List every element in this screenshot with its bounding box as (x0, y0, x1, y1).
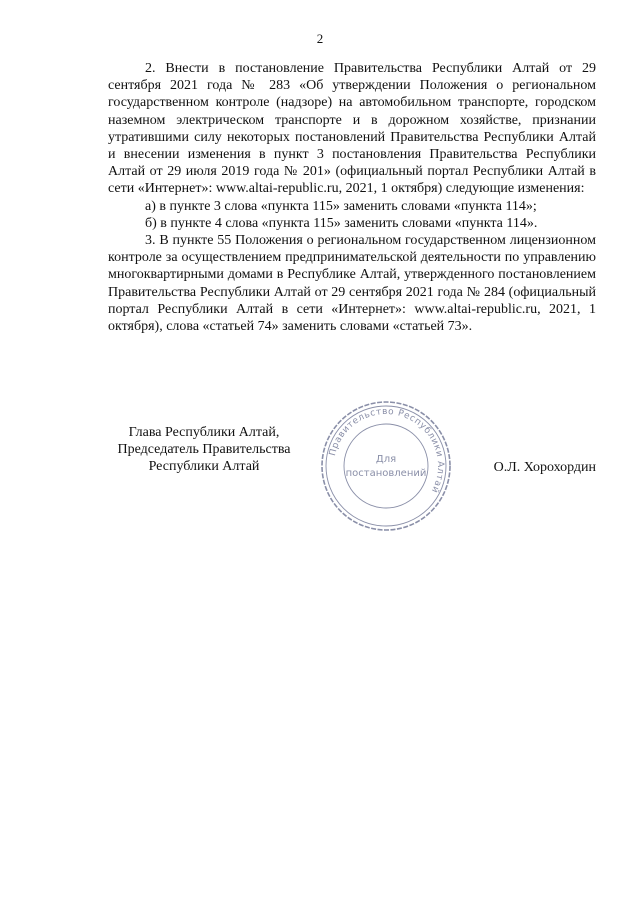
signatory-title-line-1: Глава Республики Алтай, (128, 425, 280, 440)
page-number: 2 (316, 31, 324, 46)
seal-inner-ring (344, 424, 428, 508)
seal-outer-ring (322, 402, 450, 530)
official-seal-stamp (318, 398, 454, 534)
signatory-title-line-2: Председатель Правительства (117, 442, 291, 458)
signatory-title (108, 424, 300, 476)
seal-inner-text-line-2: постановлений (345, 468, 427, 479)
paragraph-item-3: 3. В пункте 55 Положения о региональном государственном лицензионном контроле за осуществлением предпринимательской деятельности по управлению многоквартирными домами в Республике Алтай, утвержденного постановлением Правительства Республики Алтай от 29 сентября 2021 года № 284 (официальный портал Республики Алтай в сети «Интернет»: www.altai-republic.ru, 2021, 1 октября), слова «статьей 74» заменить словами «статьей 73». (108, 233, 596, 335)
paragraph-subitem-a: а) в пункте 3 слова «пункта 115» заменить словами «пункта 114»; (145, 198, 537, 214)
seal-inner-text-line-1: Для (375, 454, 397, 465)
document-body (108, 60, 596, 335)
paragraph-subitem-b: б) в пункте 4 слова «пункта 115» заменить словами «пункта 114». (145, 215, 538, 231)
signatory-name: О.Л. Хорохордин (493, 460, 596, 475)
signatory-title-line-3: Республики Алтай (148, 459, 260, 475)
paragraph-item-2: 2. Внести в постановление Правительства Республики Алтай от 29 сентября 2021 года № 283 «Об утверждении Положения о региональном государственном контроле (надзоре) на автомобильном транспорте, городском наземном электрическом транспорте и в дорожном хозяйстве, признании утратившими силу некоторых постановлений Правительства Республики Алтай и внесении изменения в пункт 3 постановления Правительства Республики Алтай от 29 июля 2019 года № 201» (официальный портал Республики Алтай в сети «Интернет»: www.altai-republic.ru, 2021, 1 октября) следующие изменения: (108, 61, 596, 197)
seal-outer-text: Правительство Республики Алтай (328, 406, 446, 495)
